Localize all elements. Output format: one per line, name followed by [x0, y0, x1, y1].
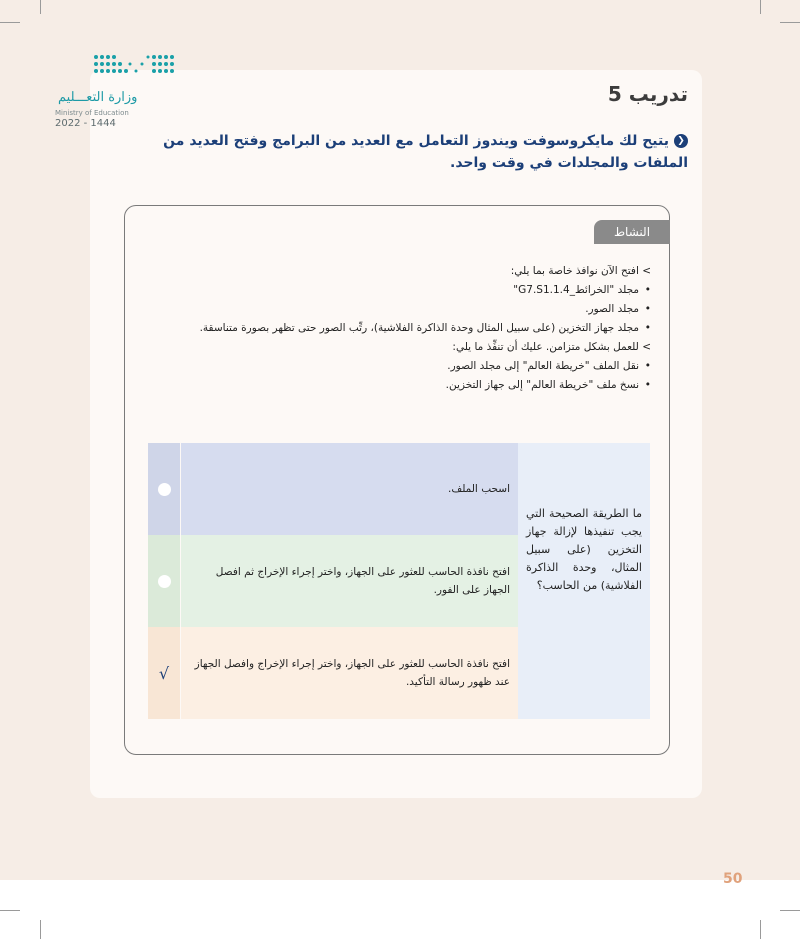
crop-mark — [760, 920, 761, 939]
instruction-heading: > للعمل بشكل متزامن. عليك أن تنفِّذ ما يلي: — [452, 341, 651, 353]
quiz-option[interactable] — [148, 443, 518, 535]
instruction-heading: > افتح الآن نوافذ خاصة بما يلي: — [510, 265, 651, 277]
intro-text — [128, 130, 688, 174]
intro-sentence: يتيح لك مايكروسوفت ويندوز التعامل مع العديد من البرامج وفتح العديد من الملفات والمجلدات في وقت واحد. — [163, 133, 688, 171]
instruction-bullet: • مجلد "الخرائط_G7.S1.1.4" — [131, 281, 651, 300]
page-number: 50 — [723, 871, 743, 887]
option-text: افتح نافذة الحاسب للعثور على الجهاز، واختر إجراء الإخراج وافصل الجهاز عند ظهور رسالة التأكيد. — [181, 627, 518, 719]
crop-mark — [0, 22, 20, 23]
radio-icon[interactable] — [158, 483, 171, 496]
option-selector[interactable] — [148, 627, 180, 719]
crop-mark — [40, 920, 41, 939]
option-selector[interactable] — [148, 535, 180, 627]
logo-dots-icon — [90, 52, 190, 82]
instruction-bullet: • مجلد جهاز التخزين (على سبيل المثال وحدة الذاكرة الفلاشية)، رتِّب الصور حتى تظهر بصورة متناسقة. — [131, 319, 651, 338]
crop-mark — [40, 0, 41, 14]
crop-mark — [0, 910, 20, 911]
quiz-question: ما الطريقة الصحيحة التي يجب تنفيذها لإزالة جهاز التخزين (على سبيل المثال، وحدة الذاكرة الفلاشية) من الحاسب؟ — [518, 443, 650, 719]
quiz-table — [148, 443, 650, 719]
checkmark-icon[interactable]: √ — [158, 663, 170, 683]
quiz-option[interactable] — [148, 627, 518, 719]
crop-mark — [780, 22, 800, 23]
radio-icon[interactable] — [158, 575, 171, 588]
crop-mark — [780, 910, 800, 911]
crop-mark — [760, 0, 761, 14]
instruction-bullet: • مجلد الصور. — [131, 300, 651, 319]
option-selector[interactable] — [148, 443, 180, 535]
logo-english-name: Ministry of Education — [55, 109, 129, 117]
logo-arabic-name: وزارة التعـــليم — [58, 90, 138, 105]
logo-year: 2022 - 1444 — [55, 118, 116, 129]
activity-badge: النشاط — [594, 220, 670, 244]
exercise-title: تدريب 5 — [607, 82, 688, 106]
activity-instructions — [131, 262, 651, 395]
instruction-bullet: • نسخ ملف "خريطة العالم" إلى جهاز التخزين. — [131, 376, 651, 395]
ministry-logo — [50, 50, 210, 138]
instruction-bullet: • نقل الملف "خريطة العالم" إلى مجلد الصور. — [131, 357, 651, 376]
option-text: اسحب الملف. — [181, 443, 518, 535]
arrow-bullet-icon: ❮ — [674, 134, 688, 148]
option-text: افتح نافذة الحاسب للعثور على الجهاز، واختر إجراء الإخراج ثم افصل الجهاز على الفور. — [181, 535, 518, 627]
quiz-option[interactable] — [148, 535, 518, 627]
